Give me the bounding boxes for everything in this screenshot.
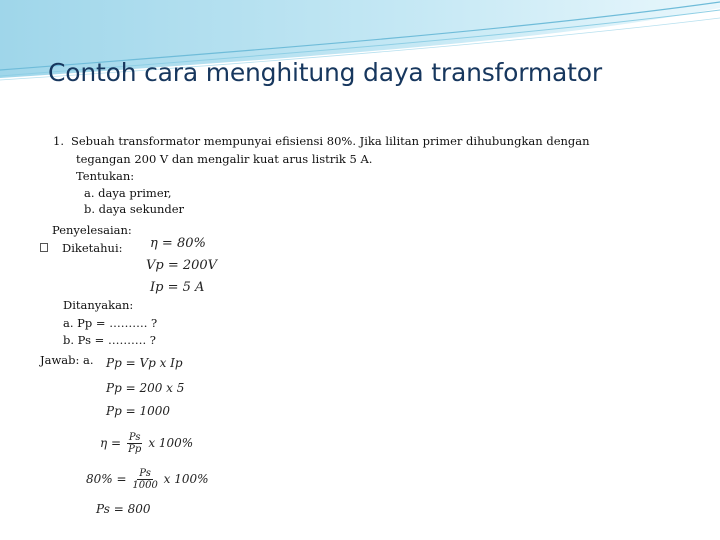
step-primary-power-substitution: Pp = 200 x 5 <box>106 381 185 395</box>
asked-b: b. Ps = ………. ? <box>63 333 156 347</box>
problem-number: 1. <box>53 134 64 148</box>
penyelesaian-label: Penyelesaian: <box>52 223 132 237</box>
step-primary-power-formula: Pp = Vp x Ip <box>106 356 183 370</box>
problem-line-2: tegangan 200 V dan mengalir kuat arus listrik 5 A. <box>76 152 373 166</box>
substitution-lhs: 80% = <box>86 472 127 486</box>
step-primary-power-result: Pp = 1000 <box>106 404 170 418</box>
efficiency-substitution <box>86 468 209 491</box>
efficiency-denominator: Pp <box>128 444 142 455</box>
given-efficiency: η = 80% <box>150 236 206 251</box>
part-a: a. daya primer, <box>84 186 172 200</box>
asked-a: a. Pp = ………. ? <box>63 316 158 330</box>
slide-title: Contoh cara menghitung daya transformator <box>48 58 602 87</box>
ditanyakan-label: Ditanyakan: <box>63 298 134 312</box>
substitution-denominator: 1000 <box>132 480 158 491</box>
problem-line-1: Sebuah transformator mempunyai efisiensi 80%. Jika lilitan primer dihubungkan dengan <box>71 134 590 148</box>
substitution-fraction <box>132 468 157 491</box>
efficiency-rhs: x 100% <box>148 436 194 450</box>
given-current: Ip = 5 A <box>150 280 205 295</box>
jawab-label: Jawab: a. <box>40 353 94 367</box>
substitution-numerator: Ps <box>139 468 151 479</box>
diketahui-label: Diketahui: <box>62 241 123 255</box>
checkbox-bullet-icon <box>40 243 48 252</box>
efficiency-formula <box>100 432 193 455</box>
given-voltage: Vp = 200V <box>146 258 218 273</box>
substitution-rhs: x 100% <box>163 472 209 486</box>
secondary-power-result: Ps = 800 <box>96 502 151 516</box>
part-b: b. daya sekunder <box>84 202 185 216</box>
efficiency-lhs: η = <box>100 436 122 450</box>
efficiency-numerator: Ps <box>128 432 141 443</box>
tentukan-label: Tentukan: <box>76 169 135 183</box>
efficiency-fraction <box>127 432 143 455</box>
